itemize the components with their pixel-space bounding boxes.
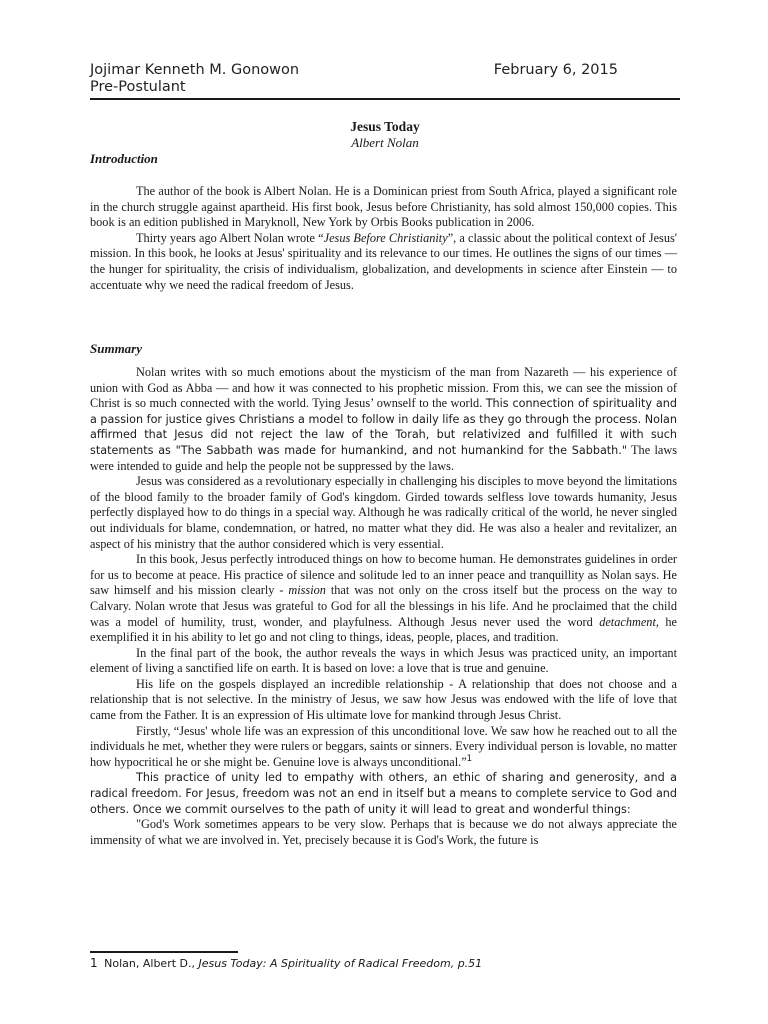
summary-paragraph: In this book, Jesus perfectly introduced things on how to become human. He demonstrates guidelines in order for us to become at peace. His practice of silence and solitude led to an inner peace and tranquillity as Nolan says. He saw himself and his mission clearly - mission that was not only on the cross itself but the process on the way to Calvary. Nolan wrote that Jesus was grateful to God for all the blessings in his life. And he proclaimed that the child was a model of humility, trust, wonder, and playfulness. Although Jesus never used the word detachment, he exemplified it in his ability to let go and not cling to things, ideas, people, places, and tradition. bbox=[90, 552, 677, 645]
footnote-title: Jesus Today: A Spirituality of Radical Freedom, p.51 bbox=[198, 957, 483, 970]
book-author: Albert Nolan bbox=[351, 135, 419, 150]
summary-paragraph: His life on the gospels displayed an incredible relationship - A relationship that does not choose and a relationship that is not selective. In the ministry of Jesus, we saw how Jesus was endowed with the life of love that came from the Father. It is an expression of His ultimate love for mankind through Jesus Christ. bbox=[90, 676, 677, 723]
summary-paragraph: This practice of unity led to empathy with others, an ethic of sharing and generosity, and a radical freedom. For Jesus, freedom was not an end in itself but a means to complete service to God and others. Once we commit ourselves to the path of unity it will lead to great and wonderful things: bbox=[90, 771, 677, 816]
header-divider bbox=[90, 98, 680, 100]
footnote-number: 1 bbox=[90, 956, 98, 970]
summary-paragraph: "God's Work sometimes appears to be very slow. Perhaps that is because we do not always appreciate the immensity of what we are involved in. Yet, precisely because it is God's Work, the future is bbox=[90, 817, 677, 847]
document-title: Jesus Today bbox=[350, 119, 420, 134]
document-date: February 6, 2015 bbox=[493, 62, 618, 78]
summary-paragraph: Firstly, “Jesus' whole life was an expression of this unconditional love. We saw how he reached out to all the individuals he met, whether they were rulers or beggars, saints or sinners. Every individual person is lovable, no matter how hypocritical he or she might be. Genuine love is always unconditional.”$^1$ bbox=[90, 723, 677, 769]
footnote-divider bbox=[90, 951, 238, 953]
introduction-paragraph: The author of the book is Albert Nolan. He is a Dominican priest from South Africa, played a significant role in the church struggle against apartheid. His first book, Jesus before Christianity, has sold almost 150,000 copies. This book is an edition published in Maryknoll, New York by Orbis Books publication in 2006. bbox=[90, 184, 677, 230]
summary-body bbox=[90, 365, 677, 848]
summary-paragraph: Jesus was considered as a revolutionary especially in challenging his disciples to move beyond the limitations of the blood family to the broader family of God's kingdom. Girded towards selfless love towards humanity, Jesus perfectly displayed how to do things in a special way. Although he was radically critical of the world, he never singled out individuals for blame, condemnation, or hatred, no matter what they did. He was also a healer and revitalizer, an aspect of his ministry that the author considered which is very essential. bbox=[90, 474, 677, 551]
introduction-heading: Introduction bbox=[90, 151, 158, 166]
introduction-paragraph: Thirty years ago Albert Nolan wrote “Jesus Before Christianity”, a classic about the political context of Jesus' mission. In this book, he looks at Jesus' spirituality and its relevance to our times. He outlines the signs of our times — the hunger for spirituality, the crisis of individualism, globalization, and developments in science after Einstein — to accentuate why we need the radical freedom of Jesus. bbox=[90, 230, 677, 292]
page-header bbox=[90, 62, 680, 96]
footnote-reference[interactable]: 1 bbox=[466, 753, 473, 764]
summary-paragraph: Nolan writes with so much emotions about the mysticism of the man from Nazareth — his experience of union with God as Abba — and how it was connected to his prophetic mission. From this, we can see the mission of Christ is so much connected with the world. Tying Jesus’ ownself to the world. This connection of spirituality and a passion for justice gives Christians a model to follow in daily life as they go through the process. Nolan affirmed that Jesus did not reject the law of the Torah, but relativized and fulfilled it with such statements as "The Sabbath was made for humankind, and not humankind for the Sabbath." The laws were intended to guide and help the people not be suppressed by the laws. bbox=[90, 365, 677, 473]
author-name: Jojimar Kenneth M. Gonowon bbox=[90, 62, 300, 78]
author-role: Pre-Postulant bbox=[90, 79, 186, 95]
summary-paragraph: In the final part of the book, the author reveals the ways in which Jesus was practiced unity, an important element of living a sanctified life on earth. It is based on love: a love that is true and genuine. bbox=[90, 645, 677, 676]
footnote-author: Nolan, Albert D., bbox=[104, 957, 199, 970]
footnote bbox=[90, 956, 680, 971]
summary-heading: Summary bbox=[90, 341, 143, 356]
introduction-body bbox=[90, 184, 677, 293]
